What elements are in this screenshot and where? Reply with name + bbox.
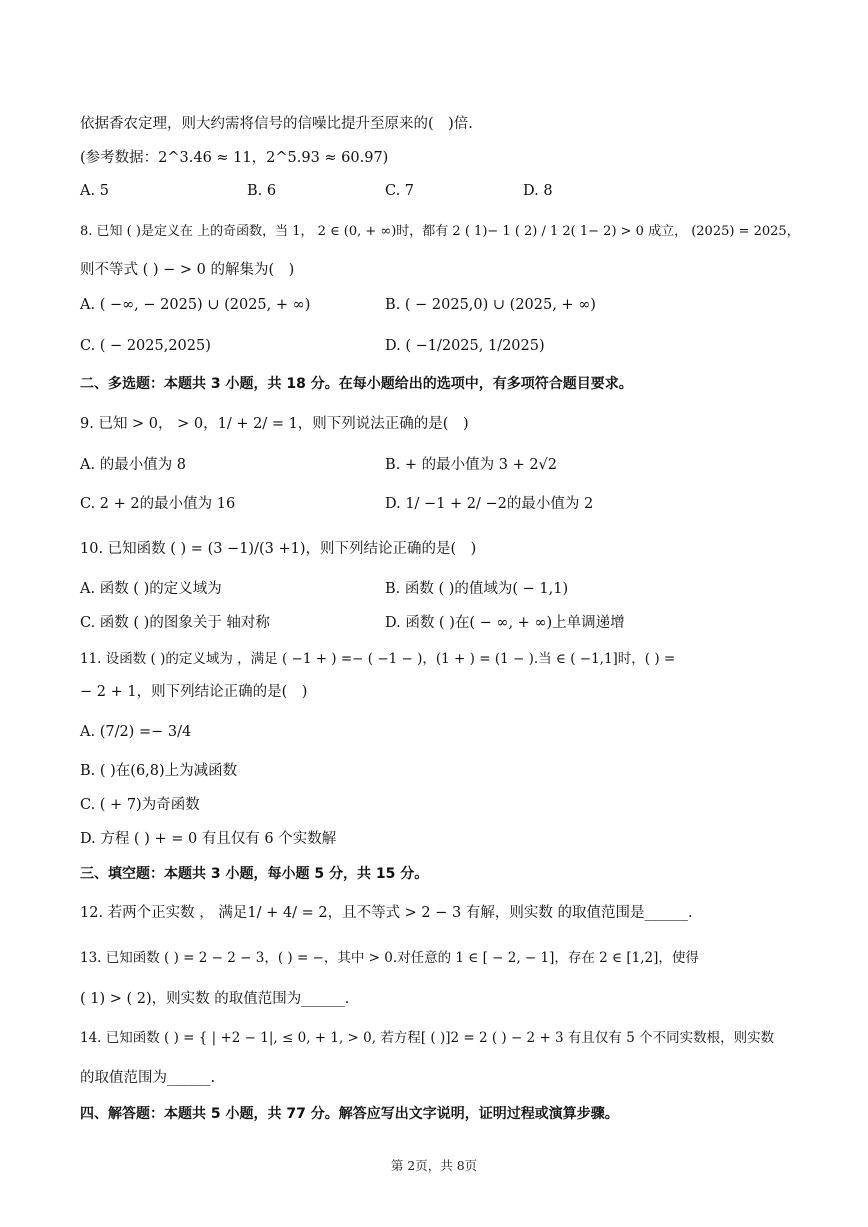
section-multiple-choice-heading: 二、多选题：本题共 3 小题，共 18 分。在每小题给出的选项中，有多项符合题目要求。	[80, 376, 633, 392]
q11-option-c: C. ( + 7)为奇函数	[80, 797, 200, 813]
q12-stem: 12. 若两个正实数 ， 满足1/ + 4/ = 2，且不等式 > 2 − 3 有解，则实数 的取值范围是______.	[80, 905, 693, 921]
q8-option-d: D. ( −1/2025, 1/2025)	[385, 338, 545, 354]
q11-stem-line2: − 2 + 1，则下列结论正确的是( )	[80, 684, 308, 700]
q11-option-d: D. 方程 ( ) + = 0 有且仅有 6 个实数解	[80, 831, 337, 847]
q7-reference-data: (参考数据：2^3.46 ≈ 11，2^5.93 ≈ 60.97)	[80, 150, 389, 166]
q11-option-a: A. (7/2) =− 3/4	[80, 724, 192, 740]
q11-stem-line1: 11. 设函数 ( )的定义域为 ，满足 ( −1 + ) =− ( −1 − )，(1 + ) = (1 − ).当 ∈ ( −1,1]时，( ) =	[80, 651, 676, 667]
q10-option-a: A. 函数 ( )的定义域为	[80, 581, 222, 597]
q10-stem: 10. 已知函数 ( ) = (3 −1)/(3 +1)，则下列结论正确的是( )	[80, 541, 477, 557]
section-solution-heading: 四、解答题：本题共 5 小题，共 77 分。解答应写出文字说明，证明过程或演算步骤。	[80, 1106, 619, 1122]
page-footer: 第 2页，共 8页	[390, 1158, 478, 1173]
q8-option-b: B. ( − 2025,0) ∪ (2025, + ∞)	[385, 297, 596, 313]
q14-stem-line2: 的取值范围为______.	[80, 1070, 216, 1086]
q8-option-a: A. ( −∞, − 2025) ∪ (2025, + ∞)	[80, 297, 311, 313]
q9-option-a: A. 的最小值为 8	[80, 457, 187, 473]
q13-stem-line2: ( 1) > ( 2)，则实数 的取值范围为______.	[80, 991, 350, 1007]
q9-stem: 9. 已知 > 0， > 0，1/ + 2/ = 1，则下列说法正确的是( )	[80, 416, 469, 432]
q7-option-b: B. 6	[247, 183, 277, 199]
q7-option-c: C. 7	[385, 183, 415, 199]
q8-stem-line2: 则不等式 ( ) − > 0 的解集为( )	[80, 262, 295, 278]
q11-option-b: B. ( )在(6,8)上为减函数	[80, 763, 238, 779]
q10-option-c: C. 函数 ( )的图象关于 轴对称	[80, 615, 270, 631]
q7-continuation-text: 依据香农定理，则大约需将信号的信噪比提升至原来的( )倍.	[80, 116, 473, 132]
section-fill-blank-heading: 三、填空题：本题共 3 小题，每小题 5 分，共 15 分。	[80, 866, 429, 882]
q8-stem-line1: 8. 已知 ( )是定义在 上的奇函数，当 1， 2 ∈ (0, + ∞)时，都有 2 ( 1)− 1 ( 2) / 1 2( 1− 2) > 0 成立， (2025) = 2025，	[80, 224, 800, 239]
q9-option-c: C. 2 + 2的最小值为 16	[80, 496, 236, 512]
q13-stem-line1: 13. 已知函数 ( ) = 2 − 2 − 3，( ) = −，其中 > 0.对任意的 1 ∈ [ − 2, − 1]，存在 2 ∈ [1,2]，使得	[80, 950, 699, 966]
q14-stem-line1: 14. 已知函数 ( ) = { | +2 − 1|, ≤ 0, + 1, > 0, 若方程[ ( )]2 = 2 ( ) − 2 + 3 有且仅有 5 个不同实数根，则实数	[80, 1030, 775, 1046]
q9-option-d: D. 1/ −1 + 2/ −2的最小值为 2	[385, 496, 594, 512]
q10-option-b: B. 函数 ( )的值域为( − 1,1)	[385, 581, 569, 597]
q8-option-c: C. ( − 2025,2025)	[80, 338, 211, 354]
q7-option-d: D. 8	[523, 183, 553, 199]
q7-option-a: A. 5	[80, 183, 109, 199]
q10-option-d: D. 函数 ( )在( − ∞, + ∞)上单调递增	[385, 615, 625, 631]
q9-option-b: B. + 的最小值为 3 + 2√2	[385, 457, 558, 473]
